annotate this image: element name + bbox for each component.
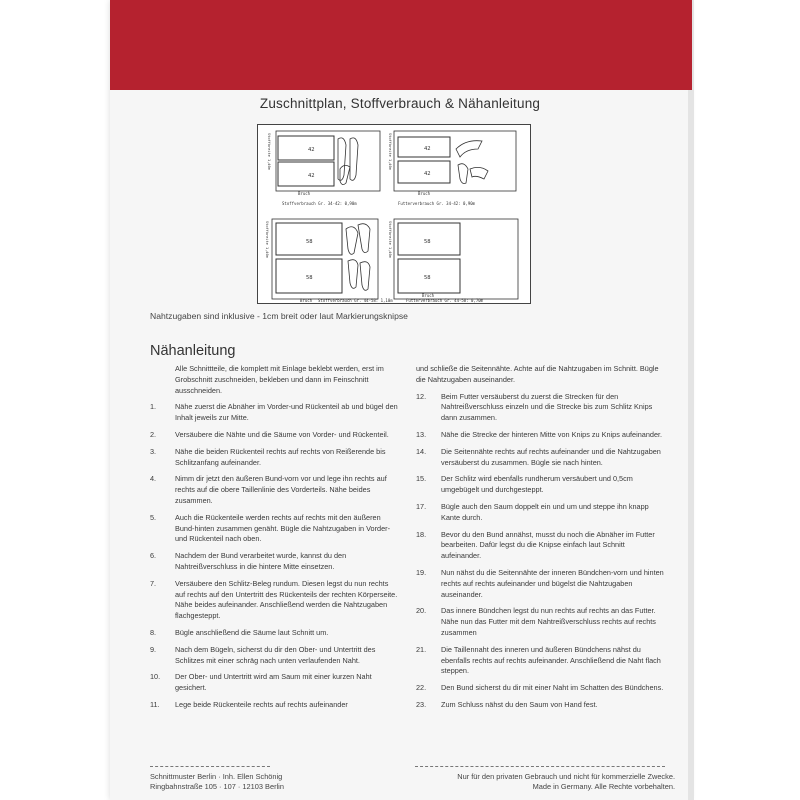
step-text: Versäubere den Schlitz-Beleg rundum. Diesen legst du nun rechts auf rechts auf den Untertritt des Rückenteils der rechten Körperseite. Nähe beides aufeinander. Anschließend werden die Nahtzugaben flachgesteppt.: [175, 578, 398, 621]
step-text: Nach dem Bügeln, sicherst du dir den Ober- und Untertritt des Schlitzes mit einer schräg nach unten verlaufenden Naht.: [175, 644, 376, 665]
instruction-step: [150, 672, 400, 694]
piece-label-bl-a: 58: [306, 239, 313, 245]
instruction-step: [150, 645, 400, 667]
piece-label-tl-b: 42: [308, 173, 315, 179]
step-text: Das innere Bündchen legst du nun rechts auf rechts an das Futter. Nähe nun das Futter mit dem Nahtreißverschluss rechts auf rechts zusammen: [441, 606, 656, 637]
step-number: 7.: [150, 578, 157, 588]
step-number: 15.: [416, 474, 427, 484]
step-number: 13.: [416, 429, 427, 439]
step-text: Der Ober- und Untertritt wird am Saum mit einer kurzen Naht gesichert.: [175, 672, 372, 693]
step-text: Bevor du den Bund annähst, musst du noch die Abnäher im Futter bearbeiten. Dafür legst du die Knipse einfach laut Schnitt aufeinander.: [441, 529, 655, 561]
instruction-step: [150, 474, 400, 506]
selvage-label-tl: Stoffbreite 1,40m: [267, 133, 271, 170]
instructions-column-right: [416, 364, 666, 717]
step-text: Der Schlitz wird ebenfalls rundherum versäubert und 0,5cm umgebügelt und durchgesteppt.: [441, 474, 633, 495]
step-text: Lege beide Rückenteile rechts auf rechts aufeinander: [175, 699, 348, 709]
step-number: 3.: [150, 446, 157, 456]
caption-bl: Stoffverbrauch Gr. 44-58: 1,10m: [318, 298, 393, 303]
step-number: 1.: [150, 402, 157, 412]
layout-top-right: [394, 131, 516, 191]
footer-divider-left: [150, 766, 270, 767]
footer-address: [150, 772, 284, 792]
fold-label-tl: Bruch: [298, 191, 311, 196]
instruction-step: [416, 683, 666, 694]
footer-company: Schnittmuster Berlin · Inh. Ellen Schönig: [150, 772, 283, 781]
step-text: Nähe zuerst die Abnäher im Vorder-und Rückenteil ab und bügel den Inhalt jeweils zur Mitte.: [175, 402, 398, 423]
instruction-step: [150, 402, 400, 424]
step-number: 9.: [150, 644, 157, 654]
step-number: 5.: [150, 512, 157, 522]
fold-label-br: Bruch: [422, 293, 435, 298]
layout-bottom-left: [272, 219, 378, 299]
instruction-step: [416, 568, 666, 600]
step-number: 17.: [416, 501, 427, 511]
instruction-step: [150, 430, 400, 441]
step-text: Nimm dir jetzt den äußeren Bund-vorn vor und lege ihn rechts auf rechts auf die obere Taillenlinie des Vorderteils. Nähe beides zusammen.: [175, 474, 387, 505]
step-text: Bügle anschließend die Säume laut Schnitt um.: [175, 627, 329, 637]
step-number: 22.: [416, 683, 427, 693]
footer-street: Ringbahnstraße 105 · 107 · 12103 Berlin: [150, 782, 284, 791]
selvage-label-br: Stoffbreite 1,40m: [388, 221, 392, 258]
layout-top-left: [276, 131, 380, 191]
instruction-step: [150, 628, 400, 639]
step-text: Beim Futter versäuberst du zuerst die Strecken für den Nahtreißverschluss einzeln und die Strecke bis zum Schlitz Knips dann zusammen.: [441, 391, 653, 423]
step-number: 20.: [416, 606, 427, 616]
instruction-step: [150, 700, 400, 711]
step-number: 23.: [416, 699, 427, 709]
instruction-step: [416, 430, 666, 441]
step-number: 2.: [150, 429, 157, 439]
step-text: Die Taillennaht des inneren und äußeren Bündchens nähst du ebenfalls rechts auf rechts aufeinander. Anschließend die Naht flach steppen.: [441, 644, 661, 676]
piece-label-tl-a: 42: [308, 147, 315, 153]
piece-label-tr-a: 42: [424, 146, 431, 152]
piece-label-br-b: 58: [424, 275, 431, 281]
step-text: Zum Schluss nähst du den Saum von Hand fest.: [441, 699, 598, 709]
fold-label-bl: Bruch: [300, 298, 313, 303]
step-number: 4.: [150, 474, 157, 484]
footer-rights: Made in Germany. Alle Rechte vorbehalten.: [532, 782, 675, 791]
selvage-label-tr: Stoffbreite 1,40m: [388, 133, 392, 170]
step-number: 10.: [150, 672, 161, 682]
step-number: 12.: [416, 391, 427, 401]
sheet-edge: [688, 0, 694, 800]
section-heading: Nähanleitung: [150, 343, 236, 359]
instruction-step: [416, 645, 666, 677]
step-text: Nachdem der Bund verarbeitet wurde, kannst du den Nahtreißverschluss in die hintere Mitte einsetzen.: [175, 551, 347, 571]
instruction-step: [416, 530, 666, 562]
caption-tl: Stoffverbrauch Gr. 34-42: 0,90m: [282, 201, 357, 206]
seam-allowance-note: Nahtzugaben sind inklusive - 1cm breit oder laut Markierungsknipse: [150, 311, 408, 321]
page-title: Zuschnittplan, Stoffverbrauch & Nähanleitung: [259, 96, 541, 111]
step-11-continued: und schließe die Seitennähte. Achte auf die Nahtzugaben im Schnitt. Bügle die Nahtzugaben auseinander.: [416, 364, 659, 384]
instruction-step: [416, 474, 666, 496]
footer-legal: [405, 772, 675, 792]
instruction-step: [416, 392, 666, 424]
cutting-layout-diagram: [257, 124, 531, 304]
instructions-column-left: [150, 364, 400, 717]
step-text: Nähe die beiden Rückenteil rechts auf rechts von Reißerende bis Schlitzanfang aufeinander.: [175, 446, 386, 467]
step-number: 8.: [150, 627, 157, 637]
step-number: 21.: [416, 644, 427, 654]
step-text: Nun nähst du die Seitennähte der inneren Bündchen-vorn und hinten rechts auf rechts aufeinander und bügelst die Nahtzugaben auseinander.: [441, 567, 664, 599]
step-text: Versäubere die Nähte und die Säume von Vorder- und Rückenteil.: [175, 429, 389, 439]
header-banner: [110, 0, 692, 90]
caption-br: Futterverbrauch Gr. 44-58: 0,70m: [406, 298, 484, 303]
piece-label-tr-b: 42: [424, 171, 431, 177]
step-text: Den Bund sicherst du dir mit einer Naht im Schatten des Bündchens.: [441, 683, 664, 693]
instruction-step: [150, 513, 400, 545]
piece-label-br-a: 58: [424, 239, 431, 245]
instruction-step: [150, 579, 400, 622]
step-number: 6.: [150, 551, 157, 561]
footer-divider-right: [415, 766, 665, 767]
step-number: 11.: [150, 699, 160, 709]
step-text: Auch die Rückenteile werden rechts auf rechts mit den äußeren Bund-hinten zusammen genäht. Bügle die Nahtzugaben in Vorder- und Rückenteil nach oben.: [175, 512, 390, 544]
footer-usage-note: Nur für den privaten Gebrauch und nicht für kommerzielle Zwecke.: [457, 772, 675, 781]
caption-tr: Futterverbrauch Gr. 34-42: 0,90m: [398, 201, 476, 206]
instruction-step: [150, 551, 400, 573]
step-number: 18.: [416, 529, 427, 539]
step-text: Die Seitennähte rechts auf rechts aufeinander und die Nahtzugaben versäuberst du zusammen. Bügle sie nach hinten.: [441, 446, 661, 467]
steps-list-left: [150, 402, 400, 710]
fold-label-tr: Bruch: [418, 191, 431, 196]
piece-label-bl-b: 58: [306, 275, 313, 281]
intro-paragraph: Alle Schnittteile, die komplett mit Einlage beklebt werden, erst im Grobschnitt zuschneiden, bekleben und dann im Feinschnitt ausschneiden.: [175, 364, 384, 395]
instruction-step: [150, 447, 400, 469]
steps-list-right: [416, 392, 666, 711]
step-number: 14.: [416, 446, 427, 456]
step-text: Nähe die Strecke der hinteren Mitte von Knips zu Knips aufeinander.: [441, 429, 663, 439]
instruction-step: [416, 606, 666, 638]
step-number: 19.: [416, 567, 427, 577]
instruction-step: [416, 502, 666, 524]
instruction-step: [416, 447, 666, 469]
instruction-step: [416, 700, 666, 711]
step-text: Bügle auch den Saum doppelt ein und um und steppe ihn knapp Kante durch.: [441, 501, 649, 522]
layout-bottom-right: [394, 219, 518, 299]
selvage-label-bl: Stoffbreite 1,40m: [265, 221, 269, 258]
